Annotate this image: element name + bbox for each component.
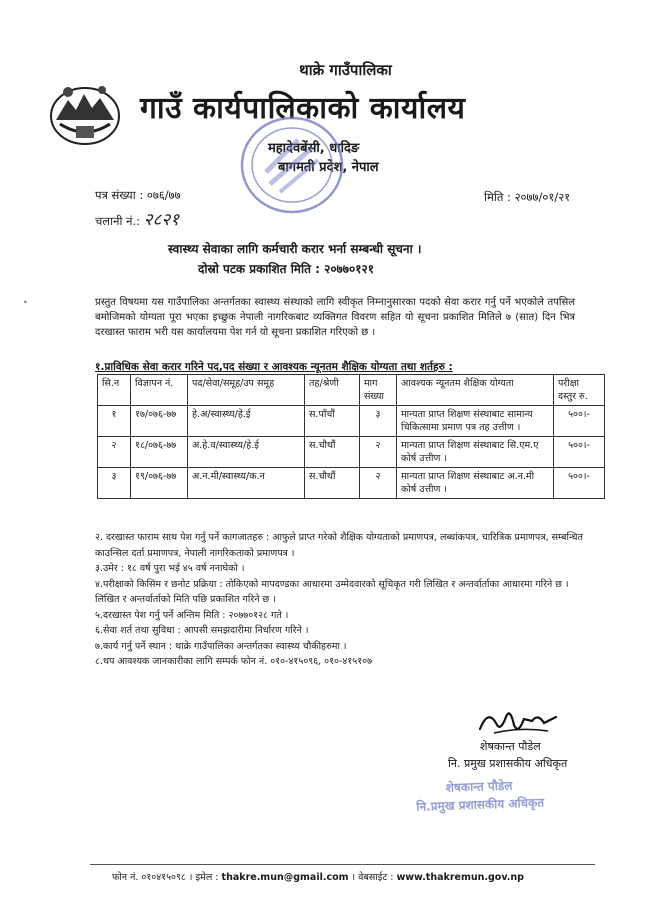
dispatch-value: २८२१	[143, 210, 180, 230]
svg-text:शेषकान्त पौडेल: शेषकान्त पौडेल	[445, 778, 513, 795]
cell: २	[360, 468, 397, 499]
note-item: ७.कार्य गर्नु पर्ने स्थान : थाक्रे गाउँपालिका अन्तर्गतका स्वास्थ्य चौकीहरुमा ।	[95, 640, 347, 652]
col-ad-no: विज्ञापन नं.	[131, 375, 188, 406]
publish-date: दोस्रो पटक प्रकाशित मिति : २०७७०१२१	[198, 262, 375, 276]
note-item: २. दरखास्त फाराम साथ पेश गर्नु पर्ने कागजातहरु : आफुले प्राप्त गरेको शैक्षिक योग्यताको प्रमाणपत्र, लब्धांकपत्र, चारित्रिक प्रमाणपत्र, सम्बन्धित काउन्सिल दर्ता प्रमाणपत्र, नेपाली नागरिकताको प्रमाणपत्र ।	[95, 532, 583, 559]
cell: मान्यता प्राप्त शिक्षण संस्थाबाट सि.एम.ए कोर्ष उत्तीण ।	[397, 437, 554, 468]
posts-table	[97, 374, 605, 499]
col-level: तह/श्रेणी	[305, 375, 360, 406]
cell: १	[98, 406, 131, 437]
col-qualification: आवश्यक न्यूनतम शैक्षिक योग्यता	[397, 375, 554, 406]
cell: ५००।-	[554, 468, 605, 499]
cell: अ.हे.व/स्वास्थ्य/हे.ई	[188, 437, 305, 468]
cell: १८/०७६-७७	[131, 437, 188, 468]
cell: स.पाँचौं	[305, 406, 360, 437]
footer-website: www.thakremun.gov.np	[396, 872, 524, 883]
cell: २	[98, 437, 131, 468]
note-item: ३.उमेर : १८ वर्ष पुरा भई ४५ वर्ष ननाघेको ।	[95, 563, 245, 574]
note-item: ८.थप आवश्यक जानकारीका लागि सम्पर्क फोन नं. ०१०-४१५०९६, ०१०-४१५१०७	[95, 656, 373, 667]
dispatch-number	[95, 207, 179, 230]
section-1-heading: १.प्राविधिक सेवा करार गरिने पद,पद संख्या र आवश्यक न्यूनतम शैक्षिक योग्यता तथा शर्तहरु :	[95, 361, 453, 373]
notes-list	[95, 530, 585, 670]
note-item: ४.परीक्षाको किसिम र छनोट प्रक्रिया : तोकिएको मापदण्डका आधारमा उम्मेदवारको सूचिकृत गरी लिखित र अन्तर्वार्ताका आधारमा गरिने छ । लिखित र अन्तर्वार्ताको मिति पछि प्रकाशित गरिने छ ।	[95, 578, 569, 605]
col-demand: माग संख्या	[360, 375, 397, 406]
municipality-name: थाक्रे गाउँपालिका	[299, 61, 392, 79]
footer-email: thakre.mun@gmail.com	[221, 872, 349, 883]
cell: मान्यता प्राप्त शिक्षण संस्थाबाट सामान्य चिकित्सामा प्रमाण पत्र तह उत्तीण ।	[397, 406, 554, 437]
table-row	[98, 468, 605, 499]
notice-date: मिति : २०७७/०१/२१	[484, 190, 571, 204]
signatory-name: शेषकान्त पौडेल	[480, 740, 541, 753]
note-item: ६.सेवा शर्त तथा सुविधा : आपसी समझदारीमा निर्धारण गरिने ।	[95, 625, 309, 636]
cell: स.चौथौं	[305, 468, 360, 499]
cell: मान्यता प्राप्त शिक्षण संस्थाबाट अ.न.मी कोर्ष उत्तीण ।	[397, 468, 554, 499]
cell: १७/०७६-७७	[131, 406, 188, 437]
col-post: पद/सेवा/समूह/उप समूह	[188, 375, 305, 406]
office-name: गाउँ कार्यपालिकाको कार्यालय	[140, 91, 466, 126]
cell: अ.न.मी/स्वास्थ्य/क.न	[188, 468, 305, 499]
cell: ३	[98, 468, 131, 499]
signature-icon	[474, 705, 564, 739]
footer-divider	[90, 864, 595, 865]
intro-paragraph: प्रस्तुत विषयमा यस गाउँपालिका अन्तर्गतका स्वास्थ्य संस्थाको लागि स्वीकृत निम्नानुसारका पदको सेवा करार गर्नु पर्ने भएकोले तपसिल बमोजिमको योग्यता पूरा भएका इच्छुक नेपाली नागरिकबाट व्यक्तिगत विवरण सहित यो सूचना प्रकाशित मितिले ७ (सात) दिन भित्र दरखास्त फाराम भरी यस कार्यालयमा पेश गर्न यो सूचना प्रकाशित गरिएको छ ।	[95, 297, 575, 338]
cell: ५००।-	[554, 406, 605, 437]
office-seal-stamp	[236, 112, 348, 218]
cell: १९/०७६-७७	[131, 468, 188, 499]
col-fee: परीक्षा दस्तुर रु.	[554, 375, 605, 406]
cell: स.चौथौं	[305, 437, 360, 468]
footer-website-label: । वेबसाईट :	[351, 872, 394, 883]
dispatch-label: चलानी नं.:	[95, 214, 141, 228]
cell: २	[360, 437, 397, 468]
signatory-title: नि. प्रमुख प्रशासकीय अधिकृत	[448, 757, 568, 770]
footer-phone: फोन नं. ०१०४१५०९८ । इमेल :	[112, 872, 219, 883]
reference-number: पत्र संख्या : ०७६/७७	[95, 188, 181, 202]
office-province: बागमती प्रदेश, नेपाल	[278, 160, 379, 175]
notice-title: स्वास्थ्य सेवाका लागि कर्मचारी करार भर्ना सम्बन्धी सूचना ।	[168, 242, 422, 256]
office-address: महादेवबेंसी, धादिङ	[268, 141, 360, 156]
margin-mark: •	[23, 298, 28, 307]
cell: हे.अ/स्वास्थ्य/हे.ई	[188, 406, 305, 437]
footer-contact	[112, 870, 524, 883]
nepal-emblem-icon	[46, 80, 124, 148]
col-sn: सि.न	[98, 375, 131, 406]
table-row	[98, 406, 605, 437]
note-item: ५.दरखास्त पेश गर्नु पर्ने अन्तिम मिति : २०७७०१२८ गते ।	[95, 609, 289, 621]
table-header-row	[98, 375, 605, 406]
svg-text:नि.प्रमुख प्रशासकीय अधिकृत: नि.प्रमुख प्रशासकीय अधिकृत	[416, 795, 545, 814]
cell: ३	[360, 406, 397, 437]
table-row	[98, 437, 605, 468]
name-stamp	[410, 774, 590, 814]
cell: ५००।-	[554, 437, 605, 468]
